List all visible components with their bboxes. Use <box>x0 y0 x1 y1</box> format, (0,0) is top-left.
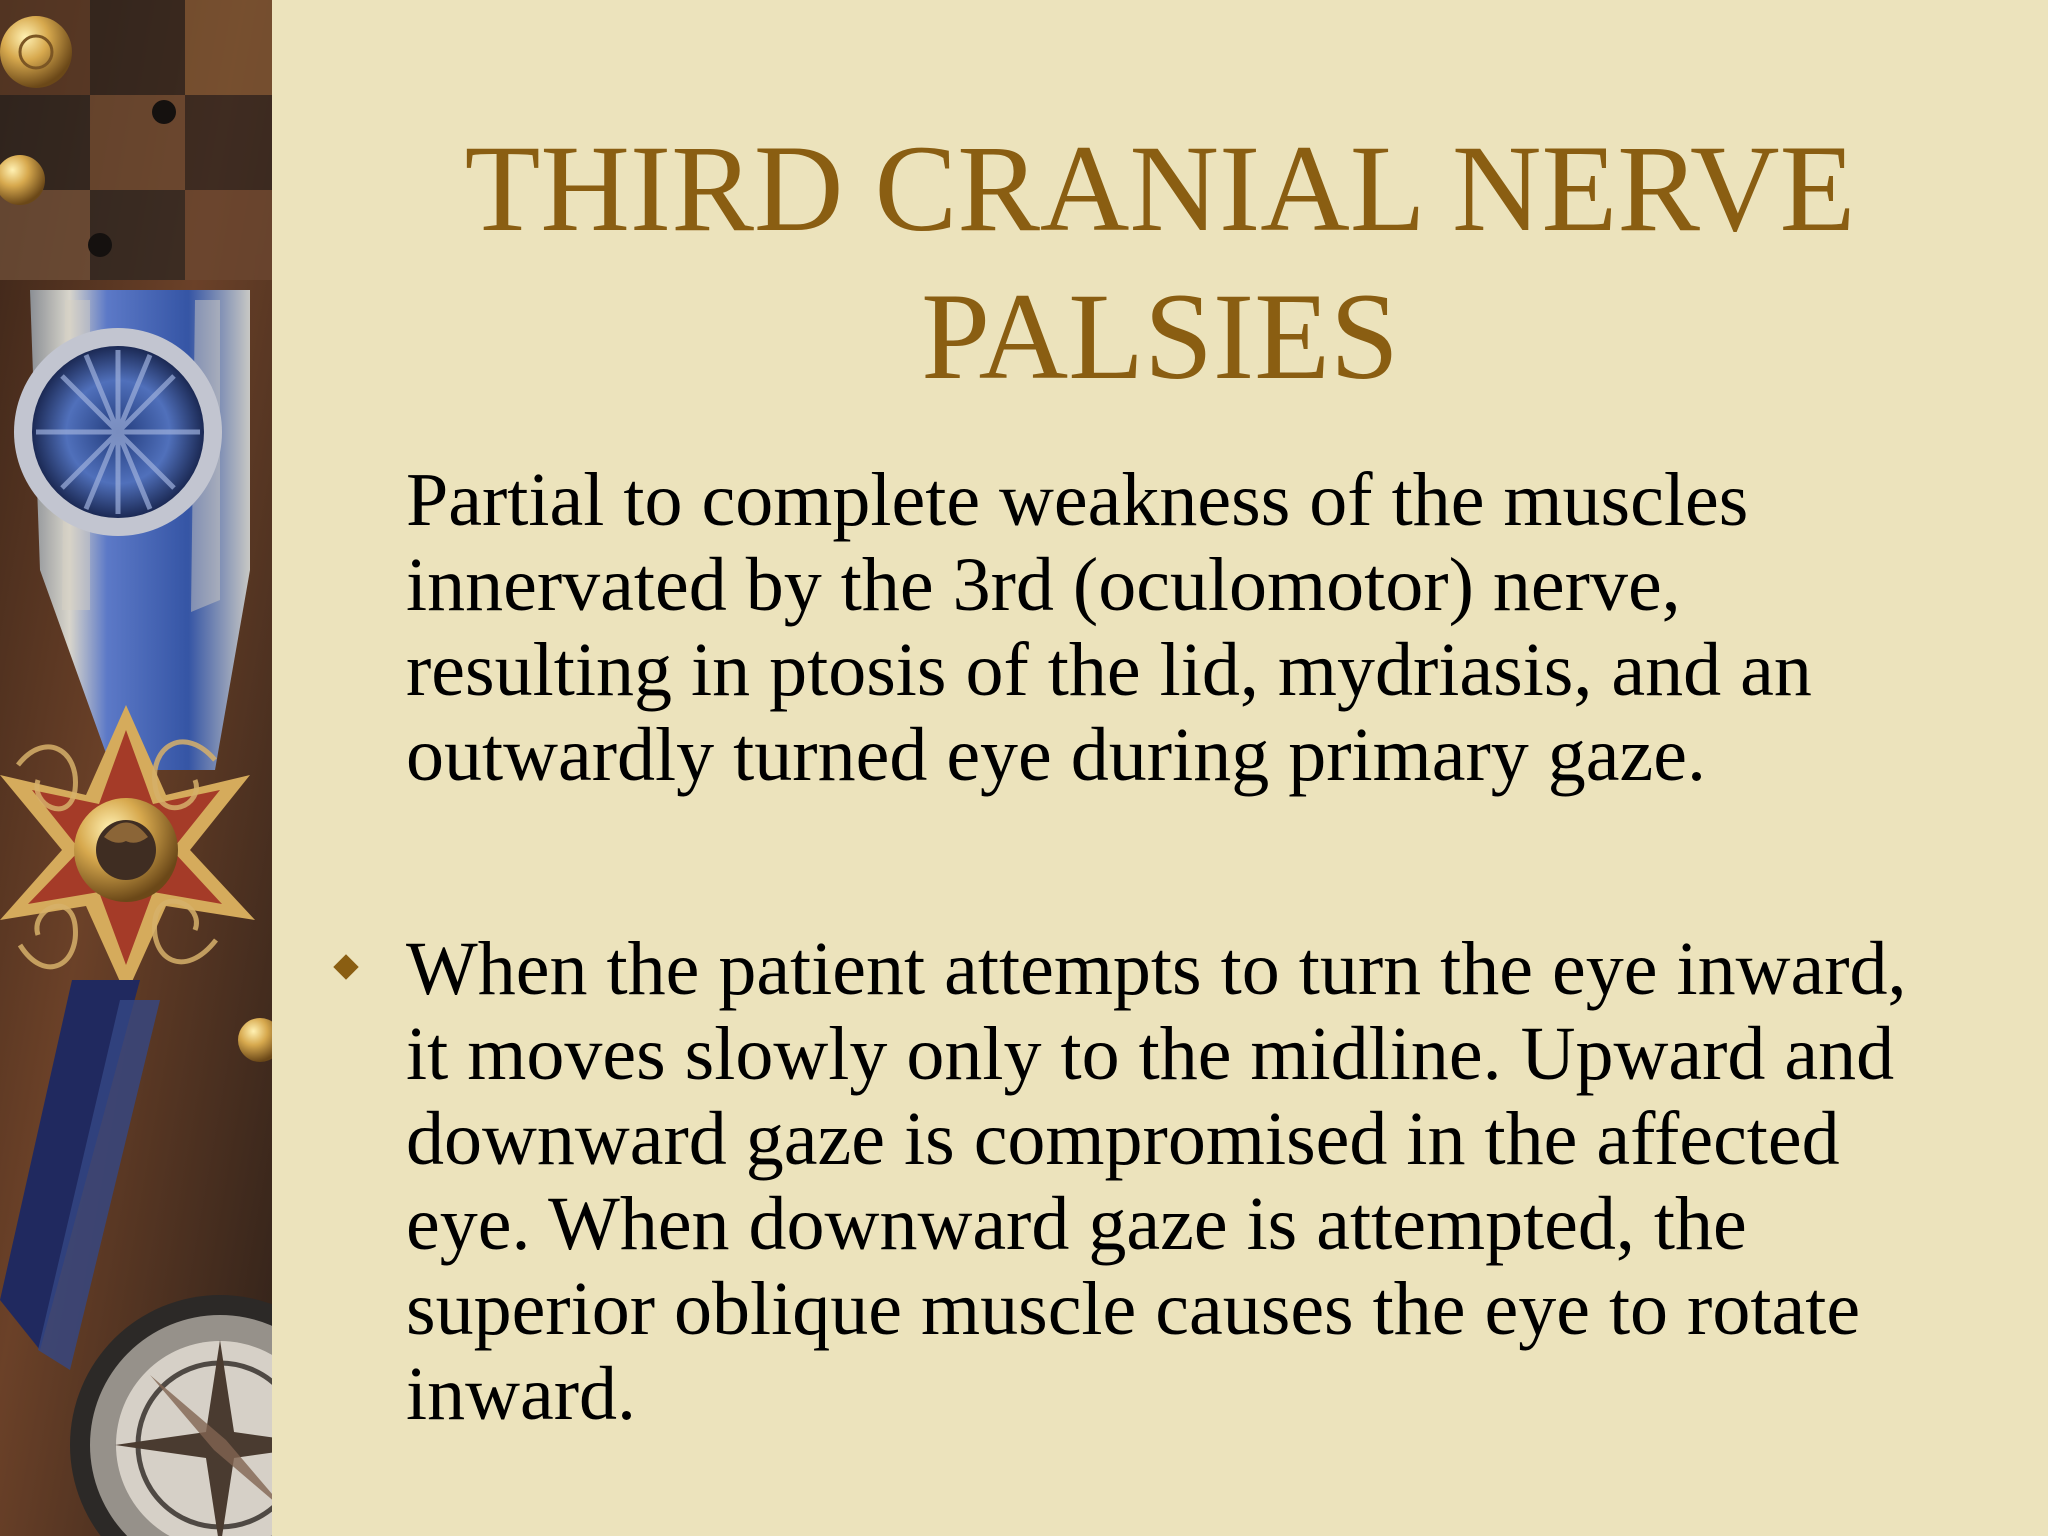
medal-collage-svg <box>0 0 272 1536</box>
bullet-line-5: superior oblique muscle causes the eye to rotate <box>406 1267 1861 1351</box>
bullet-line-4: eye. When downward gaze is attempted, the <box>406 1182 1747 1266</box>
intro-paragraph <box>406 458 2006 798</box>
intro-line-3: resulting in ptosis of the lid, mydriasis, and an <box>406 628 1812 712</box>
bullet-line-3: downward gaze is compromised in the affected <box>406 1097 1840 1181</box>
medal-collage-image <box>0 0 272 1536</box>
bullet-line-2: it moves slowly only to the midline. Upward and <box>406 1012 1895 1096</box>
intro-line-1: Partial to complete weakness of the muscles <box>406 458 1749 542</box>
bullet-line-6: inward. <box>406 1352 637 1436</box>
title-line-2: PALSIES <box>921 268 1399 405</box>
intro-line-2: innervated by the 3rd (oculomotor) nerve, <box>406 543 1681 627</box>
title-line-1: THIRD CRANIAL NERVE <box>464 120 1856 257</box>
gold-button-icon <box>0 16 72 88</box>
bullet-paragraph <box>406 927 2006 1437</box>
slide-title <box>272 115 2048 411</box>
bullet-line-1: When the patient attempts to turn the eye inward, <box>406 927 1907 1011</box>
intro-line-4: outwardly turned eye during primary gaze. <box>406 713 1706 797</box>
diamond-bullet-icon <box>333 954 358 979</box>
